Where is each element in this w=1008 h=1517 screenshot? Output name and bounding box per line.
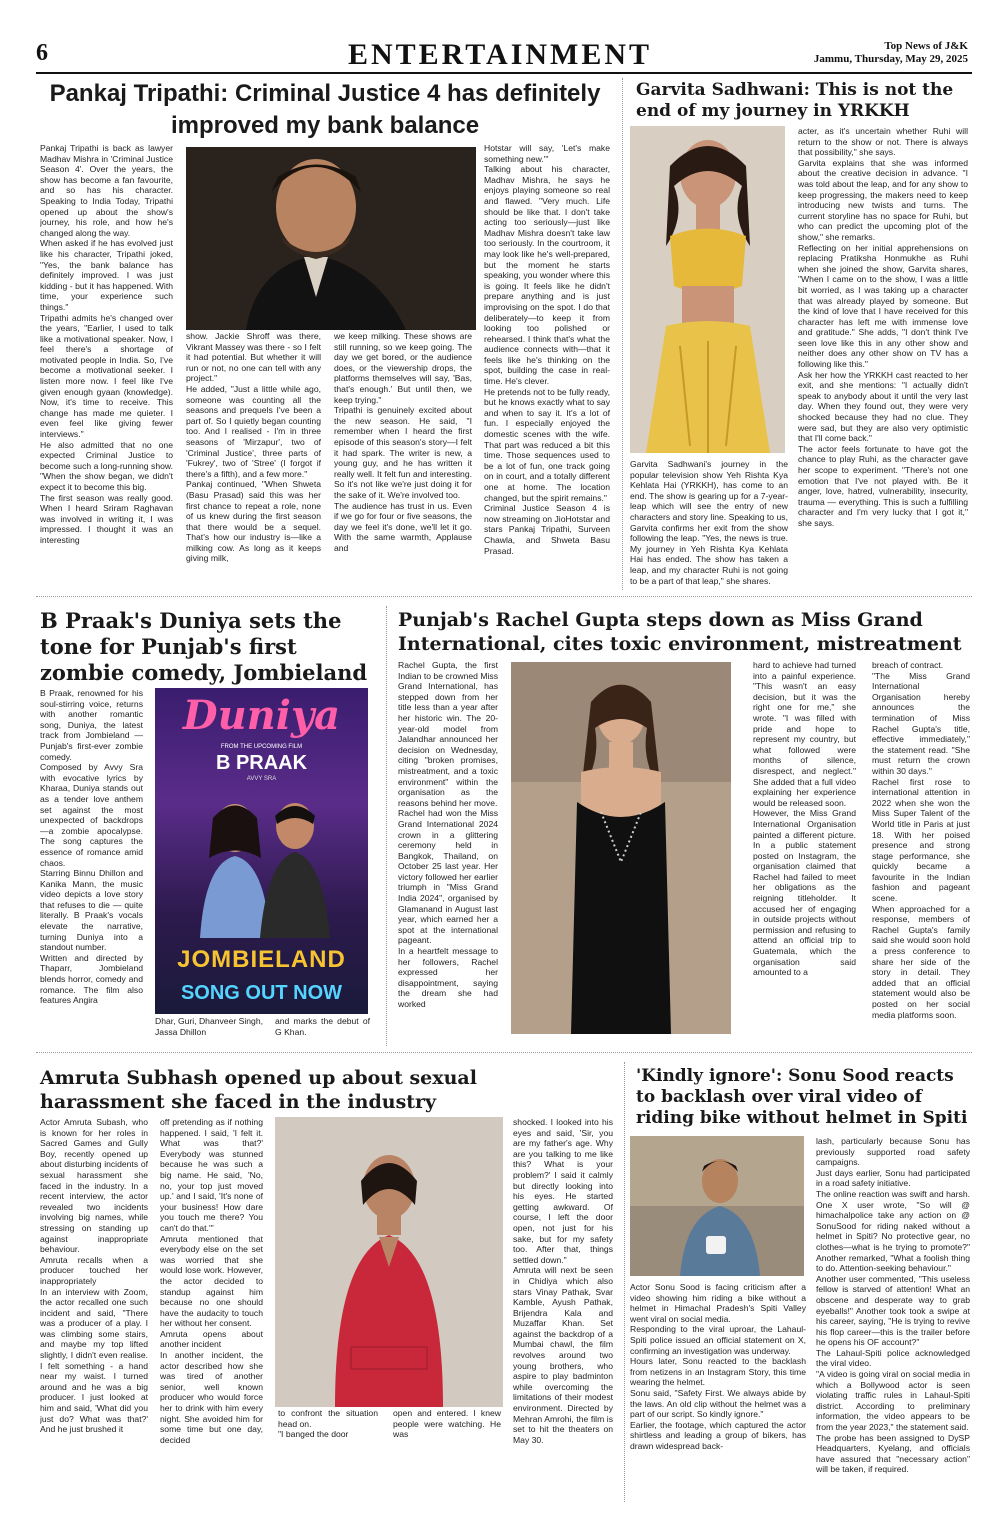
headline-sonu: 'Kindly ignore': Sonu Sood reacts to backlash over viral video of riding bike without helmet in Spiti (636, 1066, 968, 1128)
poster-title: Duniya (182, 692, 341, 739)
section-title: ENTERTAINMENT (347, 38, 653, 71)
bpraak-col-2: Dhar, Guri, Dhanveer Singh, Jassa Dhillon (155, 1016, 263, 1037)
bpraak-col-3: and marks the debut of G Khan. (275, 1016, 370, 1037)
tripathi-col-2: show. Jackie Shroff was there, Vikrant Massey was there - so I felt it had potential. But whether it will run or not, no one can tell with any project." He added, "Just a little while ago, someone was counting all the seasons and prequels I've been a part of. So I quietly began counting too. And I realised - I'm in three seasons of 'Mirzapur', two of 'Criminal Justice', three parts of 'Fukrey', two of 'Stree' (I forgot if there's a fifth), and a few more." Pankaj continued, "When Shweta (Basu Prasad) said this was her first chance to repeat a role, none of us knew during the first season that there would be a sequel. That's how our industry is—like a milking cow. As long as it keeps giving milk, (186, 331, 321, 564)
dateline: Jammu, Thursday, May 29, 2025 (813, 53, 968, 65)
amruta-photo (275, 1117, 503, 1517)
divider (622, 78, 623, 590)
section-rule (36, 1052, 972, 1053)
paper-name: Top News of J&K (884, 40, 968, 52)
duniya-poster (155, 688, 368, 1014)
amruta-col-1: Actor Amruta Subash, who is known for her roles in Sacred Games and Gully Boy, recently opened up about disturbing incidents of sexual harassment she faced in the industry. In a recent interview, the actor revealed two incidents involving big names, while stressing on standing up against inappropriate behaviour. Amruta recalls when a producer touched her inappropriately In an interview with Zoom, the actor recalled one such incident and said, "There was a producer of a play. I was climbing some stairs, and maybe my top lifted slightly, I didn't even realise. I felt something - a hand near my waist. I turned around and he was a big producer. I just looked at him and said, 'What did you just do? What was that?' And he just brushed it (40, 1117, 148, 1435)
poster-film-title: JOMBIELAND (177, 946, 346, 973)
amruta-col-2: off pretending as if nothing happened. I said, 'I felt it. What was that?' Everybody was stunned because he was such a big name. He said, 'No, no, your top just moved up.' and I said, 'It's none of your business! How dare you touch me there? You can't do that.'" Amruta mentioned that everybody else on the set was worried that she would lose work. However, the actor decided to standup against him because no one should have the audacity to touch her without her consent. Amruta opens about another incident In another incident, the actor described how she was tired of another senior, well known producer who would force her to drink with him every night. She avoided him for some time but one day, decided (160, 1117, 263, 1445)
tripathi-col-3: we keep milking. These shows are still running, so we keep going. The day we get bored, or the audience does, or the viewership drops, the platforms themselves will say, 'Bas, that's enough.' But until then, we keep trying." Tripathi is genuinely excited about the new season. He said, "I remember when I heard the first episode of this season's story—I felt it had spark. The writer is new, a young guy, and he has written it really well. It felt fun and interesting. So it's not like we're just doing it for the sake of it. We're involved too. The audience has trust in us. Even if we go for four or five seasons, the day we feel it's done, we'll let it go. With the same warmth, Applause and (334, 331, 472, 553)
poster-singer: B PRAAK (215, 752, 308, 774)
tripathi-col-1: Pankaj Tripathi is back as lawyer Madhav Mishra in 'Criminal Justice Season 4'. Over the years, the show has become a fan favourite, and so has his character. Speaking to India Today, Tripathi opened up about the show's journey, his role, and how he's changed along the way. When asked if he has evolved just like his character, Tripathi joked, "Yes, the bank balance has definitely improved. I was just kidding - but it has happened. With time, your experience such things." Tripathi admits he's changed over the years, "Earlier, I used to talk like a motivational speaker. Now, I feel there's a shortage of motivated people in India. So, I've become a motivational seeker. I listen more now. I feel like I've given enough gyaan (knowledge). Now, it's time to receive. This change has made me quieter. I even feel like giving fewer interviews." He also admitted that no one expected Criminal Justice to become such a long-running show. "When the show began, we didn't expect it to become this big. The first season was really good. When I heard Sriram Raghavan was involved in writing it, I was impressed. I thought it was an interesting (40, 143, 173, 545)
portrait-figure (275, 1117, 503, 1407)
divider (624, 1062, 625, 1502)
tripathi-photo (186, 147, 476, 330)
amruta-col-3: to confront the situation head on. "I banged the door (278, 1408, 378, 1440)
garvita-photo (630, 126, 785, 453)
bpraak-col-1: B Praak, renowned for his soul-stirring voice, returns with another romantic song, Duniya, the latest track from Jombieland — Punjab's first-ever zombie comedy. Composed by Avvy Sra with evocative lyrics by Kharaa, Duniya stands out as a tender love anthem set against the most unexpected of backdrops—a zombie apocalypse. The song captures the essence of romance amid chaos. Starring Binnu Dhillon and Kanika Mann, the music video depicts a love story that refuses to die — quite literally. B Praak's vocals elevate the narrative, turning Duniya into a standout number. Written and directed by Thaparr, Jombieland blends horror, comedy and romance. The film also features Angira (40, 688, 143, 1006)
amruta-col-5: shocked. I looked into his eyes and said, 'Sir, you are my father's age. Why are you talking to me like this? What is your problem?' I said it calmly but directly looking into his eyes. He started getting awkward. Of course, I left the door open, not just for his sake, but for my safety too. After that, things settled down." Amruta will next be seen in Chidiya which also stars Vinay Pathak, Svar Kamble, Ayush Pathak, Brijendra Kala and Muzaffar Khan. Set against the backdrop of a Mumbai chawl, the film revolves around two young brothers, who aspire to play badminton while overcoming the limitations of their modest environment. Directed by Mehran Amrohi, the film is set to hit the theaters on May 30. (513, 1117, 613, 1445)
poster-tag: SONG OUT NOW (180, 982, 343, 1004)
poster-figures (155, 788, 368, 938)
sonu-col-2: lash, particularly because Sonu has previously supported road safety campaigns. Just days earlier, Sonu had participated in a road safety initiative. The online reaction was swift and harsh. One X user wrote, "So will @ himachalpolice take any action on @ SonuSood for riding naked without a helmet in Spiti? No protective gear, no clothes—what is he trying to promote?" Another remarked, "What a foolish thing to do. Attention-seeking behaviour." Another user commented, "This useless fellow is starved of attention! What an obscene and desperate way to grab eyeballs!" Another took took a swipe at his career, saying, "He is trying to revive his flop career—this is the trailer before he opens his OF account?" The Lahaul-Spiti police acknowledged the viral video. "A video is going viral on social media in which a Bollywood actor is seen violating traffic rules in Lahaul-Spiti district. According to preliminary information, the video appears to be from the year 2023," the statement said. The probe has been assigned to DySP Headquarters, Kyelang, and officials have assured that "necessary action" will be taken, if required. (816, 1136, 970, 1475)
amruta-col-4: open and entered. I knew people were watching. He was (393, 1408, 501, 1440)
rachel-col-3: breach of contract. "The Miss Grand International Organisation hereby announces the termination of Miss Rachel Gupta's title, effective immediately," the statement read. "She must return the crown within 30 days." Rachel first rose to international attention in 2022 when she won the Miss Super Talent of the World title in Paris at just 18. With her poised presence and strong stage performance, she quickly became a favourite in the Indian fashion and pageant scene. When approached for a response, members of Rachel Gupta's family said she would soon hold a press conference to share her side of the story in detail. They added that an official statement would also be posted on her social media platforms soon. (872, 660, 970, 1020)
sonu-col-1: Actor Sonu Sood is facing criticism after a video showing him riding a bike without a helmet in Himachal Pradesh's Spiti Valley went viral on social media. Responding to the viral uproar, the Lahaul-Spiti police issued an official statement on X, confirming an investigation was underway. Hours later, Sonu reacted to the backlash from netizens in an Instagram Story, this time wearing the helmet. Sonu said, "Safety First. We always abide by the laws. An old clip without the helmet was a part of our script. So kindly ignore." Earlier, the footage, which captured the actor shirtless and leading a group of bikers, has drawn widespread back- (630, 1282, 806, 1451)
headline-bpraak: B Praak's Duniya sets the tone for Punjab's first zombie comedy, Jombieland (40, 608, 368, 685)
poster-credit: AVVY SRA (246, 776, 277, 782)
headline-rachel: Punjab's Rachel Gupta steps down as Miss Grand International, cites toxic environment, mistreatment (398, 609, 962, 655)
rachel-col-2: hard to achieve had turned into a painful experience. "This wasn't an easy decision, but it was the right one for me," she wrote. "I was filled with pride and hope to represent my country, but what followed were months of silence, disrespect, and neglect." She added that a full video explaining her experience would be released soon. However, the Miss Grand International Organisation painted a different picture. In a public statement posted on Instagram, the organisation claimed that Rachel had failed to meet her obligations as the reigning titleholder. It accused her of engaging in outside projects without permission and refusing to attend an official trip to Guatemala, which the organisation said amounted to a (753, 660, 856, 978)
headline-tripathi: Pankaj Tripathi: Criminal Justice 4 has definitely improved my bank balance (49, 80, 601, 139)
page-number: 6 (36, 40, 48, 66)
rachel-col-1: Rachel Gupta, the first Indian to be crowned Miss Grand International, has stepped down from her title less than a year after her historic win. The 20-year-old model from Jalandhar announced her decision on Wednesday, citing "broken promises, mistreatment, and a toxic environment" within the organisation as the reasons behind her move. Rachel had won the Miss Grand International 2024 crown in a glittering ceremony held in Bangkok, Thailand, on October 25 last year. Her victory followed her earlier triumph in "Miss Grand India 2024", organised by Glamanand in August last year, which earned her a spot at the international pageant. In a heartfelt message to her followers, Rachel expressed her disappointment, saying the dream she had worked (398, 660, 498, 1009)
divider (386, 606, 387, 1046)
rachel-photo (511, 662, 731, 1034)
portrait-figure (511, 662, 731, 1034)
headline-amruta: Amruta Subhash opened up about sexual harassment she faced in the industry (40, 1067, 477, 1113)
header-rule (36, 72, 972, 74)
portrait-figure (630, 1136, 804, 1276)
masthead-info (814, 40, 968, 66)
garvita-col-1: Garvita Sadhwani's journey in the popular television show Yeh Rishta Kya Kehlata Hai (YRKKH), has come to an end. The show is gearing up for a 7-year-leap which will see the entry of new characters and story line. Speaking to us, Garvita confirms her exit from the show following the leap. "Yes, the news is true. My journey in Yeh Rishta Kya Kehlata Hai has ended. The show has taken a leap, and my character Ruhi is not going to be a part of that leap," she shares. (630, 459, 788, 586)
headline-garvita: Garvita Sadhwani: This is not the end of my journey in YRKKH (636, 80, 954, 121)
sonu-photo (630, 1136, 804, 1276)
tripathi-col-4: Hotstar will say, 'Let's make something new.'" Talking about his character, Madhav Mishra, he says he enjoys playing someone so real and flawed. "Very much. Life should be like that. I don't take acting too seriously—just like Madhav Mishra doesn't take law too seriously. In the courtroom, it may look like he's well-prepared, but the moment he starts speaking, you wonder where this is going. It feels like he didn't prepare anything and is just improvising on the spot. I do that deliberately—to keep it from looking too polished or rehearsed. I think that's what the audience connects with—that it feels like he's thinking on the spot, building the case in real-time. He's clever. He pretends not to be fully ready, but he knows exactly what to say and when to say it. It's a lot of fun. I especially enjoyed the domestic scenes with the wife. That part was reduced a bit this time. Those sequences used to be a lot of fun, one track going on in court, and a totally different one at home. The location changed, but the spirit remains." Criminal Justice Season 4 is now streaming on JioHotstar and stars Pankaj Tripathi, Surveen Chawla, and Shweta Basu Prasad. (484, 143, 610, 556)
garvita-col-2: acter, as it's uncertain whether Ruhi will return to the show or not. There is always that possibility," she says. Garvita explains that she was informed about the creative decision in advance. "I was told about the leap, and for any show to keep progressing, the makers need to keep introducing new twists and turns. The current storyline has no space for Ruhi, but who can predict the upcoming plot of the show," she remarks. Reflecting on her initial apprehensions on replacing Pratiksha Honmukhe as Ruhi when she joined the show, Garvita shares, "When I came on to the show, I was a little bit worried, as I was taking up a character that was already played by someone. But the kind of love that I have received for this character has left me with immense love and gratitude." She adds, "I don't think I've seen love like this in any other show and neither does any other show on TV has a following like this." Ask her how the YRKKH cast reacted to her exit, and she mentions: "I actually didn't speak to anybody about it until the very last day. When they found out, they were very shocked because they had no clue. They were sad, but they are also very optimistic that I'll come back." The actor feels fortunate to have got the chance to play Ruhi, as the character gave her scope to experiment. "There's not one emotion that I've not played with. Be it anger, love, hatred, vulnerability, insecurity, trauma — everything. This is such a fulfilling character and I'm very lucky that I got it," she says. (798, 126, 968, 528)
portrait-figure (186, 147, 476, 330)
portrait-figure (630, 126, 785, 453)
poster-subtitle: FROM THE UPCOMING FILM (220, 744, 303, 750)
section-rule (36, 596, 972, 597)
